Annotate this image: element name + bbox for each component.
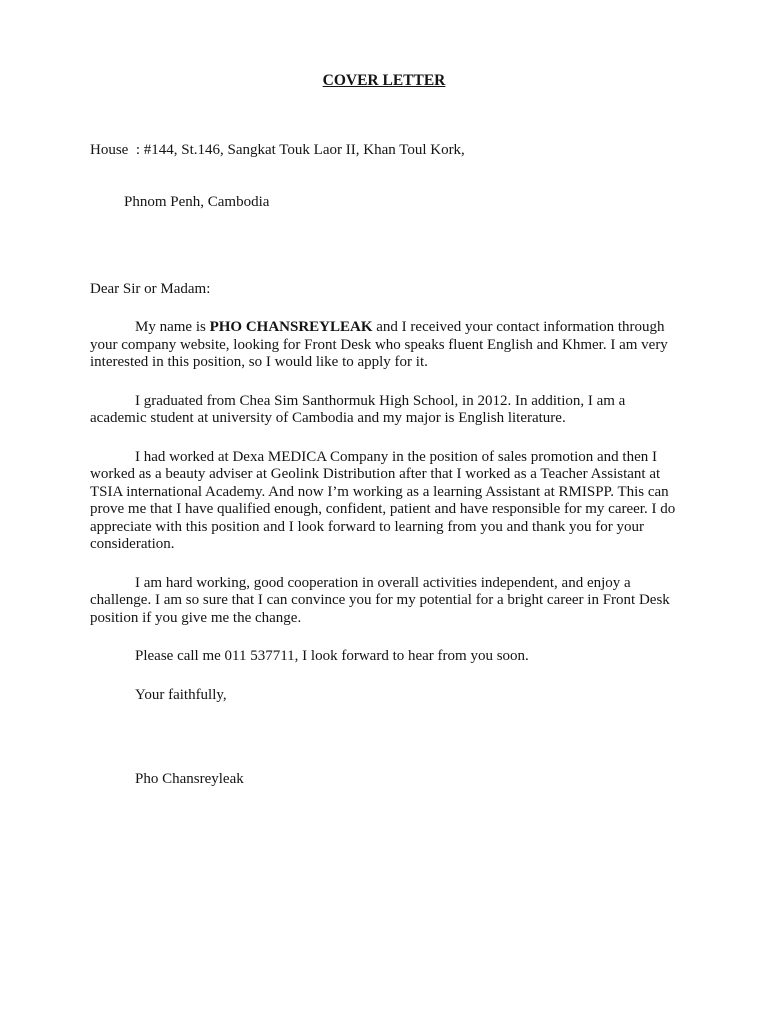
paragraph-intro [90,319,678,372]
page-title [90,72,678,90]
intro-prefix: My name is [135,319,210,335]
paragraph-qualities: I am hard working, good cooperation in overall activities independent, and enjoy a challenge. I am so sure that I can convince you for my potential for a bright career in Front Desk position if you give me the change. [90,574,670,626]
address-line-2: Phnom Penh, Cambodia [124,194,270,210]
address-line-1: House : #144, St.146, Sangkat Touk Laor II, Khan Toul Kork, [90,141,465,158]
signature-name: Pho Chansreyleak [135,771,244,787]
greeting: Dear Sir or Madam: [90,280,211,297]
valediction: Your faithfully, [135,686,227,703]
paragraph-education: I graduated from Chea Sim Santhormuk High School, in 2012. In addition, I am a academic student at university of Cambodia and my major is English literature. [90,392,626,426]
paragraph-experience: I had worked at Dexa MEDICA Company in the position of sales promotion and then I worked as a beauty adviser at Geolink Distribution after that I worked as a Teacher Assistant at TSIA international Academy. And now I’m working as a learning Assistant at RMISPP. This can prove me that I have qualified enough, confident, patient and have responsible for my career. I do appreciate with this position and I look forward to learning from you and thank you for your consideration. [90,448,676,552]
intro-suffix: and I received your contact information through your company website, looking for Front Desk who speaks fluent English and Khmer. I am very interested in this position, so I would like to apply for it. [90,319,668,370]
sender-address [90,107,678,247]
page-title-text: COVER LETTER [322,72,446,89]
paragraph-call-to-action: Please call me 011 537711, I look forward to hear from you soon. [135,648,529,664]
applicant-name: PHO CHANSREYLEAK [209,319,373,335]
